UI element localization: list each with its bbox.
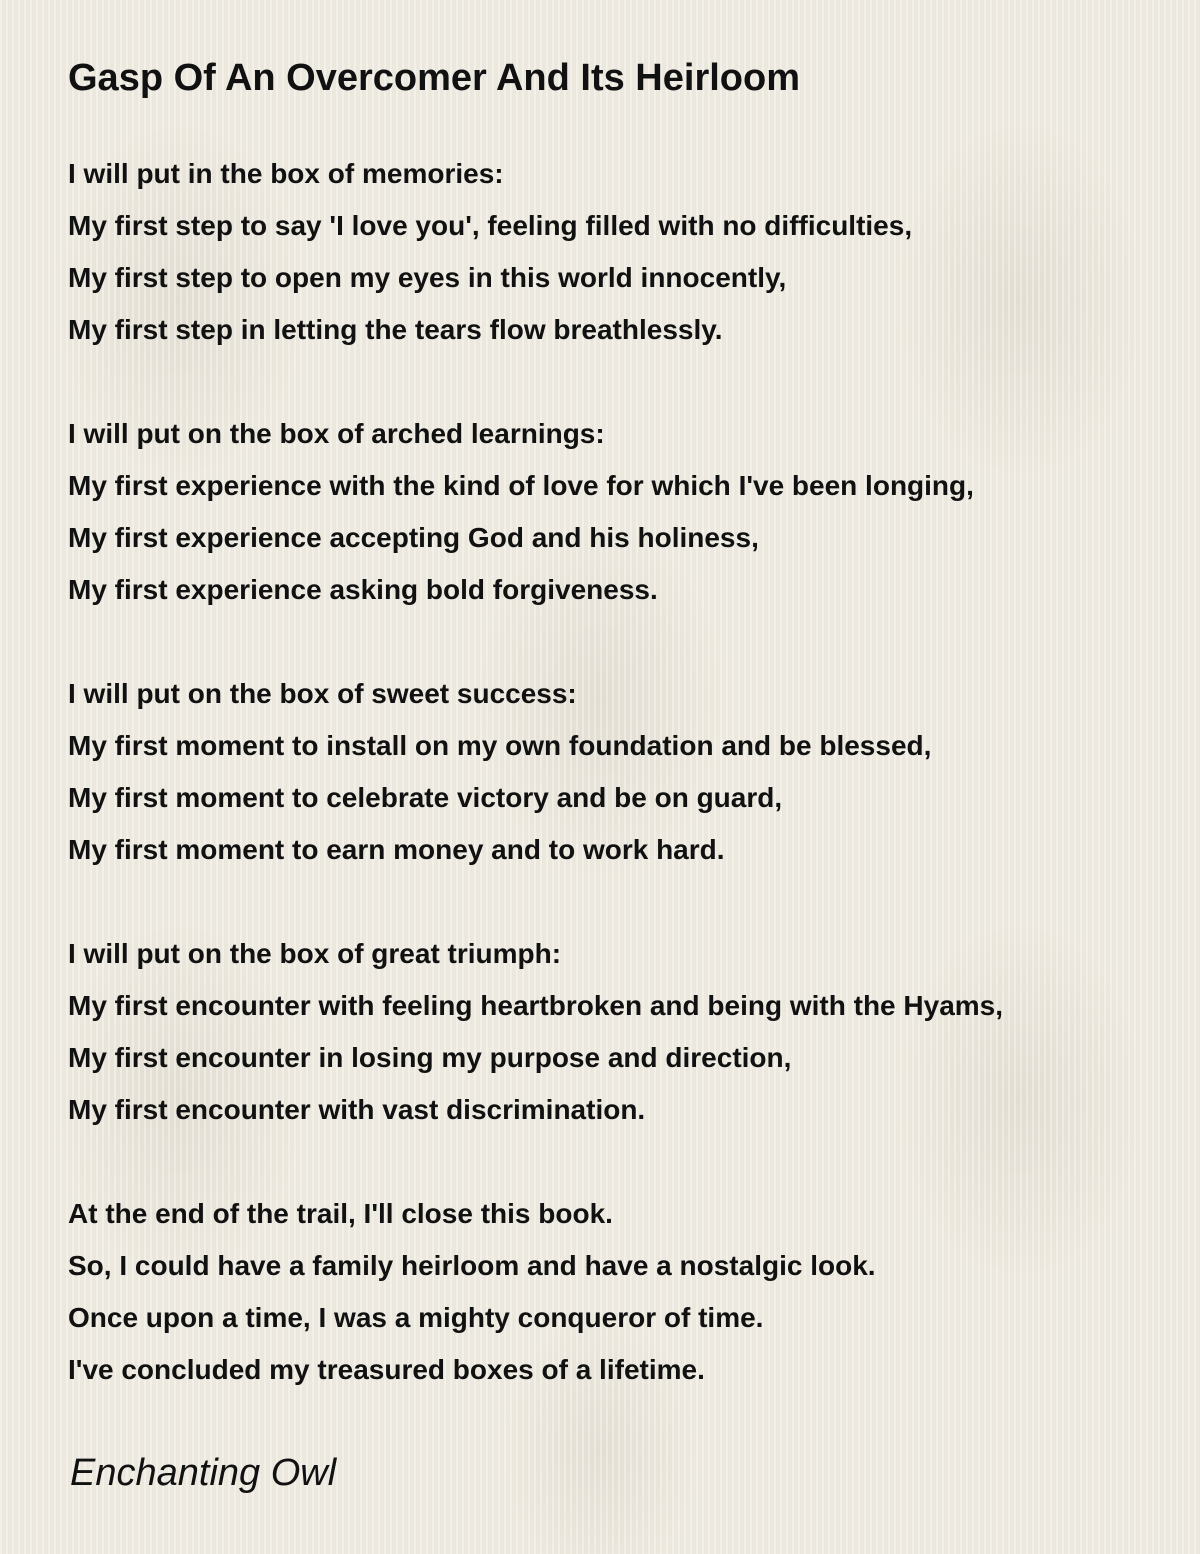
poem-line: At the end of the trail, I'll close this book. xyxy=(68,1198,613,1229)
stanza-4 xyxy=(68,928,1178,1136)
poem-line: My first experience asking bold forgiveness. xyxy=(68,574,658,605)
stanza-3 xyxy=(68,668,1178,876)
poem-line: My first step to say 'I love you', feeling filled with no difficulties, xyxy=(68,210,913,241)
poem-author: Enchanting Owl xyxy=(70,1452,337,1494)
poem-line: I will put on the box of sweet success: xyxy=(68,678,577,709)
poem-line: My first moment to celebrate victory and be on guard, xyxy=(68,782,783,813)
stanza-5 xyxy=(68,1188,1178,1396)
poem-line: My first encounter with vast discrimination. xyxy=(68,1094,646,1125)
poem-body xyxy=(68,148,1178,1396)
stanza-1 xyxy=(68,148,1178,356)
poem-line: My first encounter in losing my purpose and direction, xyxy=(68,1042,792,1073)
poem-line: My first step in letting the tears flow breathlessly. xyxy=(68,314,723,345)
poem-line: My first encounter with feeling heartbroken and being with the Hyams, xyxy=(68,990,1004,1021)
poem-line: My first moment to earn money and to work hard. xyxy=(68,834,725,865)
poem-line: So, I could have a family heirloom and have a nostalgic look. xyxy=(68,1250,876,1281)
poem-line: I will put on the box of arched learnings: xyxy=(68,418,605,449)
poem-title: Gasp Of An Overcomer And Its Heirloom xyxy=(68,57,801,99)
poem-line: My first moment to install on my own foundation and be blessed, xyxy=(68,730,932,761)
poem-line: My first experience accepting God and his holiness, xyxy=(68,522,759,553)
poem-line: Once upon a time, I was a mighty conqueror of time. xyxy=(68,1302,764,1333)
poem-line: I've concluded my treasured boxes of a lifetime. xyxy=(68,1354,705,1385)
poem-line: My first step to open my eyes in this world innocently, xyxy=(68,262,787,293)
poem-line: My first experience with the kind of love for which I've been longing, xyxy=(68,470,974,501)
poem-page xyxy=(68,52,1178,1448)
poem-line: I will put on the box of great triumph: xyxy=(68,938,562,969)
poem-line: I will put in the box of memories: xyxy=(68,158,504,189)
stanza-2 xyxy=(68,408,1178,616)
